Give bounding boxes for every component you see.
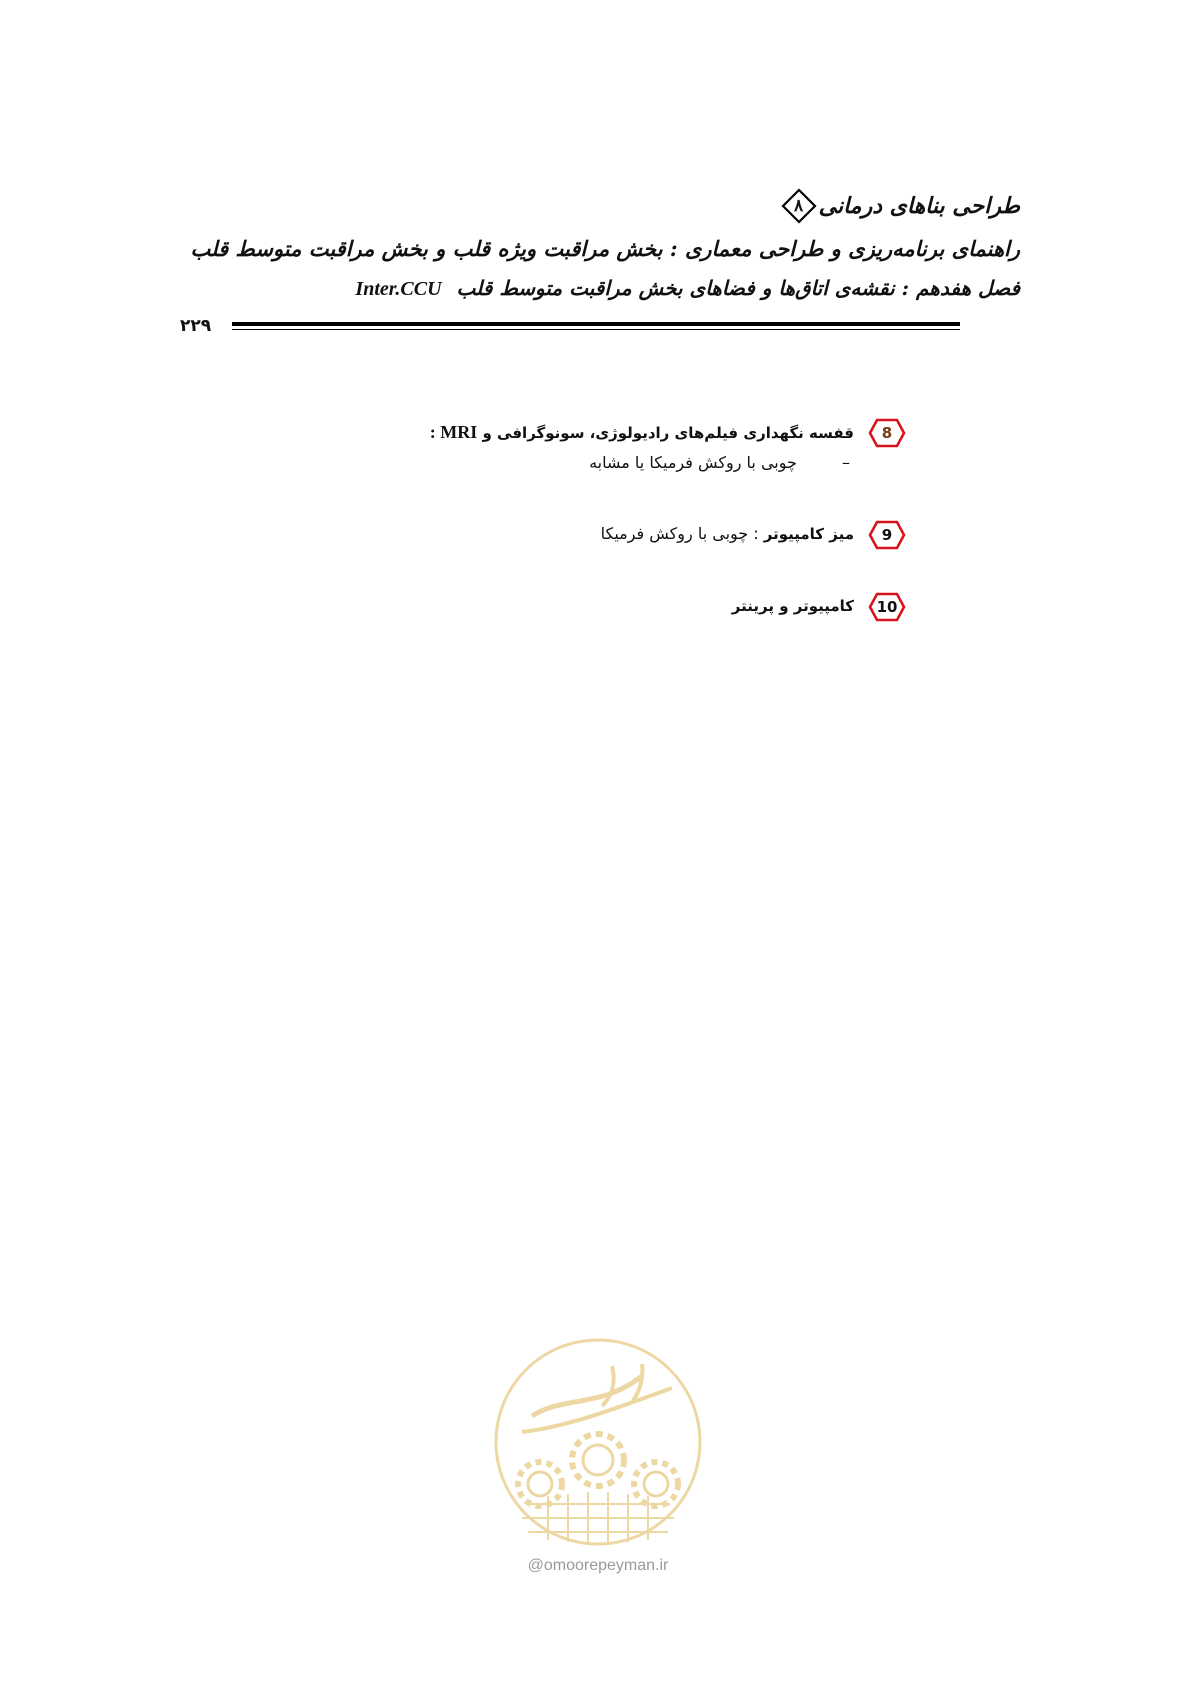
item-plain-text: : چوبی با روکش فرمیکا — [600, 524, 759, 543]
header-rule — [180, 316, 960, 334]
item-content — [732, 592, 854, 615]
item-content — [430, 418, 854, 472]
item-number: 9 — [881, 526, 893, 544]
double-rule — [232, 322, 960, 330]
rule-thin-line — [232, 329, 960, 330]
item-title — [430, 422, 854, 443]
item-title-text: قفسه نگهداری فیلم‌های رادیولوژی، سونوگرافی و — [482, 424, 854, 442]
item-sub-dash: – — [842, 453, 850, 472]
item-number-badge — [868, 592, 906, 622]
list-item — [732, 592, 906, 622]
item-title-text: میز کامپیوتر — [763, 525, 854, 543]
item-title-latin: MRI : — [429, 422, 478, 442]
series-number: ۸ — [794, 196, 804, 216]
item-number: 8 — [881, 424, 893, 442]
rule-thick-line — [232, 322, 960, 326]
list-item — [430, 418, 906, 472]
item-subline — [430, 453, 854, 472]
page-number: ۲۲۹ — [180, 316, 212, 336]
item-number: 10 — [876, 598, 898, 616]
item-content — [601, 520, 854, 543]
guide-title: راهنمای برنامه‌ریزی و طراحی معماری : بخش مراقبت ویژه قلب و بخش مراقبت متوسط قلب — [190, 236, 1020, 261]
watermark-caption: @omoorepeyman.ir — [527, 1557, 669, 1574]
series-title: طراحی بناهای درمانی — [818, 193, 1020, 219]
chapter-title-row — [200, 276, 1020, 301]
item-number-badge — [868, 418, 906, 448]
item-title-text: کامپیوتر و پرینتر — [731, 597, 854, 615]
list-item — [601, 520, 906, 550]
item-number-badge — [868, 520, 906, 550]
watermark-logo-icon — [492, 1336, 704, 1548]
chapter-title: فصل هفدهم : نقشه‌ی اتاق‌ها و فضاهای بخش مراقبت متوسط قلب — [456, 276, 1020, 300]
series-title-row — [200, 188, 1020, 224]
chapter-latin: Inter.CCU — [355, 278, 442, 300]
item-sub-text: چوبی با روکش فرمیکا یا مشابه — [589, 453, 797, 472]
series-number-badge — [781, 188, 817, 224]
